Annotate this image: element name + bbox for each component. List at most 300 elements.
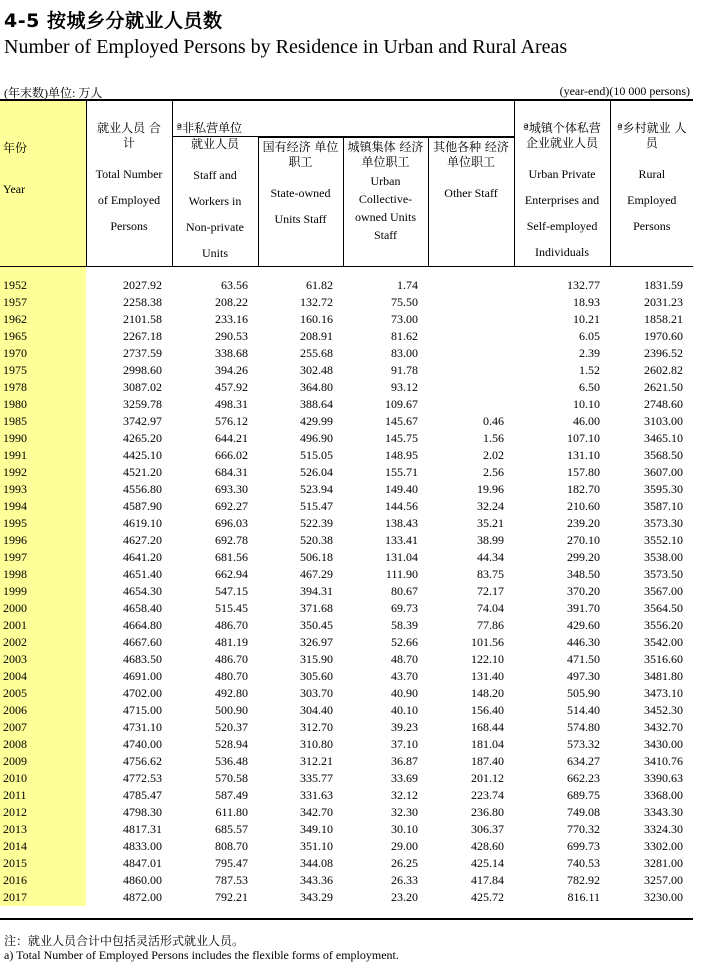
year-cell: 2003	[0, 651, 86, 668]
other-cell: 131.40	[471, 669, 505, 683]
table-row	[0, 430, 693, 447]
other-cell	[428, 345, 514, 362]
table-row	[0, 464, 693, 481]
footnote-cn: 注：就业人员合计中包括灵活形式就业人员。	[4, 934, 245, 948]
table-row	[0, 294, 693, 311]
collective-cell: 40.90	[391, 686, 418, 700]
rural-cell: 3465.10	[644, 431, 684, 445]
state-owned-cell: 305.60	[300, 669, 333, 683]
nonprivate-cell: 457.92	[215, 380, 248, 394]
other-cell: 77.86	[477, 618, 505, 632]
total-cell: 2101.58	[123, 312, 162, 326]
urban-private-cell: 2.39	[579, 346, 601, 360]
rural-cell: 3538.00	[644, 550, 684, 564]
urban-private-cell: 514.40	[567, 703, 601, 717]
urban-private-cell: 370.20	[567, 584, 601, 598]
state-owned-cell: 303.70	[300, 686, 333, 700]
table-bottom-rule	[0, 918, 693, 920]
urban-private-cell: 634.27	[567, 754, 601, 768]
state-owned-cell: 523.94	[300, 482, 333, 496]
table-row	[0, 651, 693, 668]
nonprivate-cell: 208.22	[215, 295, 248, 309]
total-cell: 4556.80	[123, 482, 162, 496]
other-cell: 181.04	[471, 737, 505, 751]
year-cell: 1970	[0, 345, 86, 362]
nonprivate-cell: 787.53	[215, 873, 248, 887]
nonprivate-cell: 528.94	[215, 737, 248, 751]
year-cell: 2013	[0, 821, 86, 838]
rural-cell: 2031.23	[644, 295, 684, 309]
urban-private-cell: 132.77	[567, 278, 601, 292]
rural-header-en: Rural Employed Persons	[627, 167, 677, 233]
state-owned-cell: 302.48	[300, 363, 333, 377]
state-owned-cell: 394.31	[300, 584, 333, 598]
table-row	[0, 872, 693, 889]
nonprivate-cell: 233.16	[215, 312, 248, 326]
table-row	[0, 549, 693, 566]
urban-private-cell: 348.50	[567, 567, 601, 581]
year-cell: 1991	[0, 447, 86, 464]
nonprivate-cell: 547.15	[215, 584, 248, 598]
year-cell: 1952	[0, 277, 86, 294]
year-header-en: Year	[3, 182, 26, 196]
other-cell: 1.56	[483, 431, 505, 445]
total-cell: 4627.20	[123, 533, 162, 547]
rural-cell: 3103.00	[644, 414, 684, 428]
year-cell: 2001	[0, 617, 86, 634]
other-cell: 201.12	[471, 771, 505, 785]
rural-cell: 3452.30	[644, 703, 684, 717]
urban-private-cell: 391.70	[567, 601, 601, 615]
total-cell: 2998.60	[123, 363, 162, 377]
rural-cell: 3410.76	[644, 754, 684, 768]
collective-cell: 93.12	[391, 380, 418, 394]
table-row	[0, 379, 693, 396]
urban-private-cell: 662.23	[567, 771, 601, 785]
total-cell: 4691.00	[123, 669, 162, 683]
other-cell: 44.34	[477, 550, 505, 564]
nonprivate-header-cn: 就业人员	[190, 137, 239, 151]
collective-cell: 39.23	[391, 720, 418, 734]
collective-cell: 23.20	[391, 890, 418, 904]
state-owned-cell: 429.99	[300, 414, 333, 428]
collective-cell: 29.00	[391, 839, 418, 853]
total-cell: 4654.30	[123, 584, 162, 598]
year-cell: 1975	[0, 362, 86, 379]
state-owned-cell: 335.77	[300, 771, 333, 785]
collective-cell: 155.71	[385, 465, 418, 479]
collective-cell: 133.41	[385, 533, 418, 547]
state-owned-cell: 61.82	[306, 278, 333, 292]
table-row	[0, 481, 693, 498]
collective-cell: 40.10	[391, 703, 418, 717]
year-cell: 2002	[0, 634, 86, 651]
collective-header	[343, 137, 428, 267]
rural-cell: 1831.59	[644, 278, 684, 292]
collective-cell: 43.70	[391, 669, 418, 683]
other-cell: 425.14	[471, 856, 505, 870]
state-owned-cell: 522.39	[300, 516, 333, 530]
total-cell: 4872.00	[123, 890, 162, 904]
other-cell: 2.56	[483, 465, 505, 479]
rural-cell: 2621.50	[644, 380, 684, 394]
urban-private-cell: 270.10	[567, 533, 601, 547]
nonprivate-cell: 492.80	[215, 686, 248, 700]
total-cell: 4425.10	[123, 448, 162, 462]
nonprivate-cell: 536.48	[215, 754, 248, 768]
state-owned-header-cn: 国有经济 单位职工	[262, 140, 339, 169]
other-cell: 148.20	[471, 686, 505, 700]
rural-cell: 3564.50	[644, 601, 684, 615]
collective-cell: 69.73	[391, 601, 418, 615]
total-cell: 4817.31	[123, 822, 162, 836]
table-row	[0, 685, 693, 702]
other-cell	[428, 328, 514, 345]
urban-private-cell: 299.20	[567, 550, 601, 564]
table-row	[0, 600, 693, 617]
nonprivate-cell: 486.70	[215, 652, 248, 666]
other-header-cn: 其他各种 经济单位职工	[433, 140, 509, 169]
urban-private-cell: 10.21	[573, 312, 601, 326]
year-cell: 1997	[0, 549, 86, 566]
collective-cell: 36.87	[391, 754, 418, 768]
urban-private-cell: 210.60	[567, 499, 601, 513]
urban-private-cell: 1.52	[579, 363, 601, 377]
urban-private-header-en: Urban Private Enterprises and Self-employed Individuals	[524, 167, 600, 259]
year-cell: 1985	[0, 413, 86, 430]
state-owned-cell: 331.63	[300, 788, 333, 802]
nonprivate-cell: 808.70	[215, 839, 248, 853]
table-row	[0, 583, 693, 600]
year-cell: 2017	[0, 889, 86, 906]
year-cell: 1992	[0, 464, 86, 481]
table-row	[0, 447, 693, 464]
other-cell: 32.24	[477, 499, 505, 513]
total-cell: 4772.53	[123, 771, 162, 785]
total-header-en: Total Number of Employed Persons	[95, 167, 163, 233]
state-owned-cell: 160.16	[300, 312, 333, 326]
table-row	[0, 702, 693, 719]
collective-cell: 58.39	[391, 618, 418, 632]
state-owned-cell: 371.68	[300, 601, 333, 615]
year-cell: 2012	[0, 804, 86, 821]
urban-private-cell: 505.90	[567, 686, 601, 700]
collective-header-cn: 城镇集体 经济单位职工	[347, 140, 424, 169]
state-owned-header	[258, 137, 343, 267]
collective-cell: 91.78	[391, 363, 418, 377]
other-cell: 83.75	[477, 567, 505, 581]
total-cell: 4664.80	[123, 618, 162, 632]
total-cell: 4833.00	[123, 839, 162, 853]
urban-private-cell: 497.30	[567, 669, 601, 683]
other-cell: 425.72	[471, 890, 505, 904]
urban-private-cell: 131.10	[567, 448, 601, 462]
year-cell: 1978	[0, 379, 86, 396]
urban-private-header-cn: ª城镇个体私营 企业就业人员	[523, 121, 601, 150]
nonprivate-cell: 666.02	[215, 448, 248, 462]
collective-cell: 73.00	[391, 312, 418, 326]
collective-cell: 83.00	[391, 346, 418, 360]
total-cell: 4715.00	[123, 703, 162, 717]
state-owned-cell: 349.10	[300, 822, 333, 836]
urban-private-cell: 157.80	[567, 465, 601, 479]
state-owned-cell: 506.18	[300, 550, 333, 564]
state-owned-cell: 520.38	[300, 533, 333, 547]
table-row	[0, 617, 693, 634]
state-owned-cell: 326.97	[300, 635, 333, 649]
other-cell: 223.74	[471, 788, 505, 802]
year-cell: 1999	[0, 583, 86, 600]
rural-cell: 3473.10	[644, 686, 684, 700]
state-owned-cell: 515.05	[300, 448, 333, 462]
urban-private-cell: 574.80	[567, 720, 601, 734]
other-cell: 0.46	[483, 414, 505, 428]
collective-cell: 26.33	[391, 873, 418, 887]
collective-cell: 30.10	[391, 822, 418, 836]
nonprivate-cell: 692.27	[215, 499, 248, 513]
state-owned-cell: 208.91	[300, 329, 333, 343]
state-owned-cell: 388.64	[300, 397, 333, 411]
table-row	[0, 889, 693, 906]
urban-private-cell: 699.73	[567, 839, 601, 853]
nonprivate-cell: 63.56	[221, 278, 248, 292]
collective-cell: 145.67	[385, 414, 418, 428]
rural-cell: 3567.00	[644, 584, 684, 598]
other-cell: 122.10	[471, 652, 505, 666]
year-cell: 2004	[0, 668, 86, 685]
rural-header-cn: ª乡村就业 人员	[617, 121, 687, 150]
collective-cell: 32.12	[391, 788, 418, 802]
nonprivate-cell: 795.47	[215, 856, 248, 870]
collective-cell: 75.50	[391, 295, 418, 309]
state-owned-cell: 312.21	[300, 754, 333, 768]
total-cell: 2027.92	[123, 278, 162, 292]
year-cell: 2006	[0, 702, 86, 719]
rural-cell: 3587.10	[644, 499, 684, 513]
other-cell: 156.40	[471, 703, 505, 717]
state-owned-cell: 351.10	[300, 839, 333, 853]
table-row	[0, 753, 693, 770]
year-cell: 1990	[0, 430, 86, 447]
rural-cell: 1970.60	[644, 329, 684, 343]
urban-private-cell: 46.00	[573, 414, 601, 428]
rural-cell: 3516.60	[644, 652, 684, 666]
rural-cell: 3257.00	[644, 873, 684, 887]
year-cell: 2010	[0, 770, 86, 787]
table-row	[0, 634, 693, 651]
state-owned-cell: 526.04	[300, 465, 333, 479]
nonprivate-cell: 684.31	[215, 465, 248, 479]
rural-cell: 2396.52	[644, 346, 684, 360]
urban-private-cell: 471.50	[567, 652, 601, 666]
total-cell: 4740.00	[123, 737, 162, 751]
table-row	[0, 328, 693, 345]
nonprivate-cell: 570.58	[215, 771, 248, 785]
urban-private-cell: 10.10	[573, 397, 601, 411]
state-owned-header-en: State-owned Units Staff	[270, 186, 331, 226]
other-cell	[428, 379, 514, 396]
rural-cell: 2602.82	[644, 363, 684, 377]
total-cell: 4521.20	[123, 465, 162, 479]
rural-cell: 3390.63	[644, 771, 684, 785]
nonprivate-cell: 394.26	[215, 363, 248, 377]
table-row	[0, 668, 693, 685]
year-cell: 1998	[0, 566, 86, 583]
state-owned-cell: 132.72	[300, 295, 333, 309]
year-header	[0, 100, 86, 267]
other-cell	[428, 311, 514, 328]
nonprivate-cell: 681.56	[215, 550, 248, 564]
urban-private-cell: 239.20	[567, 516, 601, 530]
year-cell: 1994	[0, 498, 86, 515]
table-row	[0, 532, 693, 549]
urban-private-cell: 446.30	[567, 635, 601, 649]
urban-private-cell: 107.10	[567, 431, 601, 445]
year-cell: 2009	[0, 753, 86, 770]
total-cell: 4587.90	[123, 499, 162, 513]
total-cell: 4651.40	[123, 567, 162, 581]
collective-cell: 80.67	[391, 584, 418, 598]
table-row	[0, 821, 693, 838]
nonprivate-cell: 792.21	[215, 890, 248, 904]
year-cell: 1980	[0, 396, 86, 413]
rural-cell: 3302.00	[644, 839, 684, 853]
collective-cell: 33.69	[391, 771, 418, 785]
other-cell: 236.80	[471, 805, 505, 819]
collective-cell: 52.66	[391, 635, 418, 649]
total-cell: 4860.00	[123, 873, 162, 887]
rural-cell: 3573.50	[644, 567, 684, 581]
total-cell: 4756.62	[123, 754, 162, 768]
other-cell	[428, 294, 514, 311]
other-cell: 306.37	[471, 822, 505, 836]
urban-private-cell: 573.32	[567, 737, 601, 751]
table-row	[0, 362, 693, 379]
nonprivate-cell: 338.68	[215, 346, 248, 360]
total-cell: 4785.47	[123, 788, 162, 802]
other-cell: 2.02	[483, 448, 505, 462]
year-cell: 1965	[0, 328, 86, 345]
year-cell: 2015	[0, 855, 86, 872]
total-cell: 3742.97	[123, 414, 162, 428]
table-row	[0, 804, 693, 821]
other-cell: 38.99	[477, 533, 505, 547]
urban-private-cell: 429.60	[567, 618, 601, 632]
nonprivate-cell: 480.70	[215, 669, 248, 683]
rural-cell: 3607.00	[644, 465, 684, 479]
state-owned-cell: 310.80	[300, 737, 333, 751]
total-cell: 4667.60	[123, 635, 162, 649]
state-owned-cell: 364.80	[300, 380, 333, 394]
state-owned-cell: 343.36	[300, 873, 333, 887]
other-cell: 187.40	[471, 754, 505, 768]
other-header	[428, 137, 514, 267]
state-owned-cell: 315.90	[300, 652, 333, 666]
rural-cell: 3281.00	[644, 856, 684, 870]
table-row	[0, 566, 693, 583]
urban-private-cell: 18.93	[573, 295, 601, 309]
year-cell: 1962	[0, 311, 86, 328]
other-cell	[428, 277, 514, 294]
urban-private-cell: 816.11	[567, 890, 601, 904]
unit-label-cn: (年末数)单位: 万人	[4, 86, 103, 100]
nonprivate-cell: 515.45	[215, 601, 248, 615]
nonprivate-cell: 693.30	[215, 482, 248, 496]
rural-cell: 3324.30	[644, 822, 684, 836]
nonprivate-cell: 692.78	[215, 533, 248, 547]
total-cell: 2267.18	[123, 329, 162, 343]
spacer-cell	[0, 267, 86, 278]
other-cell: 35.21	[477, 516, 505, 530]
year-cell: 2011	[0, 787, 86, 804]
urban-private-cell: 740.53	[567, 856, 601, 870]
collective-header-en: Urban Collective-owned Units Staff	[355, 174, 416, 242]
rural-cell: 1858.21	[644, 312, 684, 326]
nonprivate-cell: 486.70	[215, 618, 248, 632]
nonprivate-cell: 662.94	[215, 567, 248, 581]
nonprivate-cell: 576.12	[215, 414, 248, 428]
table-row	[0, 736, 693, 753]
table-row	[0, 345, 693, 362]
spacer-cell	[86, 267, 693, 278]
total-cell: 4641.20	[123, 550, 162, 564]
collective-cell: 37.10	[391, 737, 418, 751]
year-cell: 1996	[0, 532, 86, 549]
nonprivate-cell: 500.90	[215, 703, 248, 717]
rural-cell: 3595.30	[644, 482, 684, 496]
table-row	[0, 855, 693, 872]
table-row	[0, 277, 693, 294]
state-owned-cell: 515.47	[300, 499, 333, 513]
other-cell: 428.60	[471, 839, 505, 853]
year-cell: 2008	[0, 736, 86, 753]
urban-private-header	[514, 100, 610, 267]
total-cell: 4265.20	[123, 431, 162, 445]
collective-cell: 32.30	[391, 805, 418, 819]
collective-cell: 138.43	[385, 516, 418, 530]
year-cell: 1957	[0, 294, 86, 311]
urban-private-cell: 6.50	[579, 380, 601, 394]
employment-table	[0, 99, 693, 906]
footnote-en: a) Total Number of Employed Persons includes the flexible forms of employment.	[4, 948, 399, 962]
total-header-cn: 就业人员 合计	[97, 121, 161, 150]
year-cell: 2007	[0, 719, 86, 736]
other-cell	[428, 396, 514, 413]
state-owned-cell: 350.45	[300, 618, 333, 632]
rural-cell: 3368.00	[644, 788, 684, 802]
page-title-en: Number of Employed Persons by Residence in Urban and Rural Areas	[4, 36, 568, 58]
page-title-cn: 4-5 按城乡分就业人员数	[4, 10, 223, 32]
nonprivate-cell: 644.21	[215, 431, 248, 445]
state-owned-cell: 344.08	[300, 856, 333, 870]
other-cell: 19.96	[477, 482, 505, 496]
total-cell: 4658.40	[123, 601, 162, 615]
total-cell: 2258.38	[123, 295, 162, 309]
total-cell: 4619.10	[123, 516, 162, 530]
nonprivate-cell: 685.57	[215, 822, 248, 836]
total-cell: 2737.59	[123, 346, 162, 360]
nonprivate-cell: 290.53	[215, 329, 248, 343]
collective-cell: 149.40	[385, 482, 418, 496]
table-row	[0, 770, 693, 787]
rural-cell: 3552.10	[644, 533, 684, 547]
collective-cell: 81.62	[391, 329, 418, 343]
collective-cell: 1.74	[397, 278, 418, 292]
total-cell: 3259.78	[123, 397, 162, 411]
rural-cell: 3556.20	[644, 618, 684, 632]
total-cell: 4702.00	[123, 686, 162, 700]
table-row	[0, 311, 693, 328]
